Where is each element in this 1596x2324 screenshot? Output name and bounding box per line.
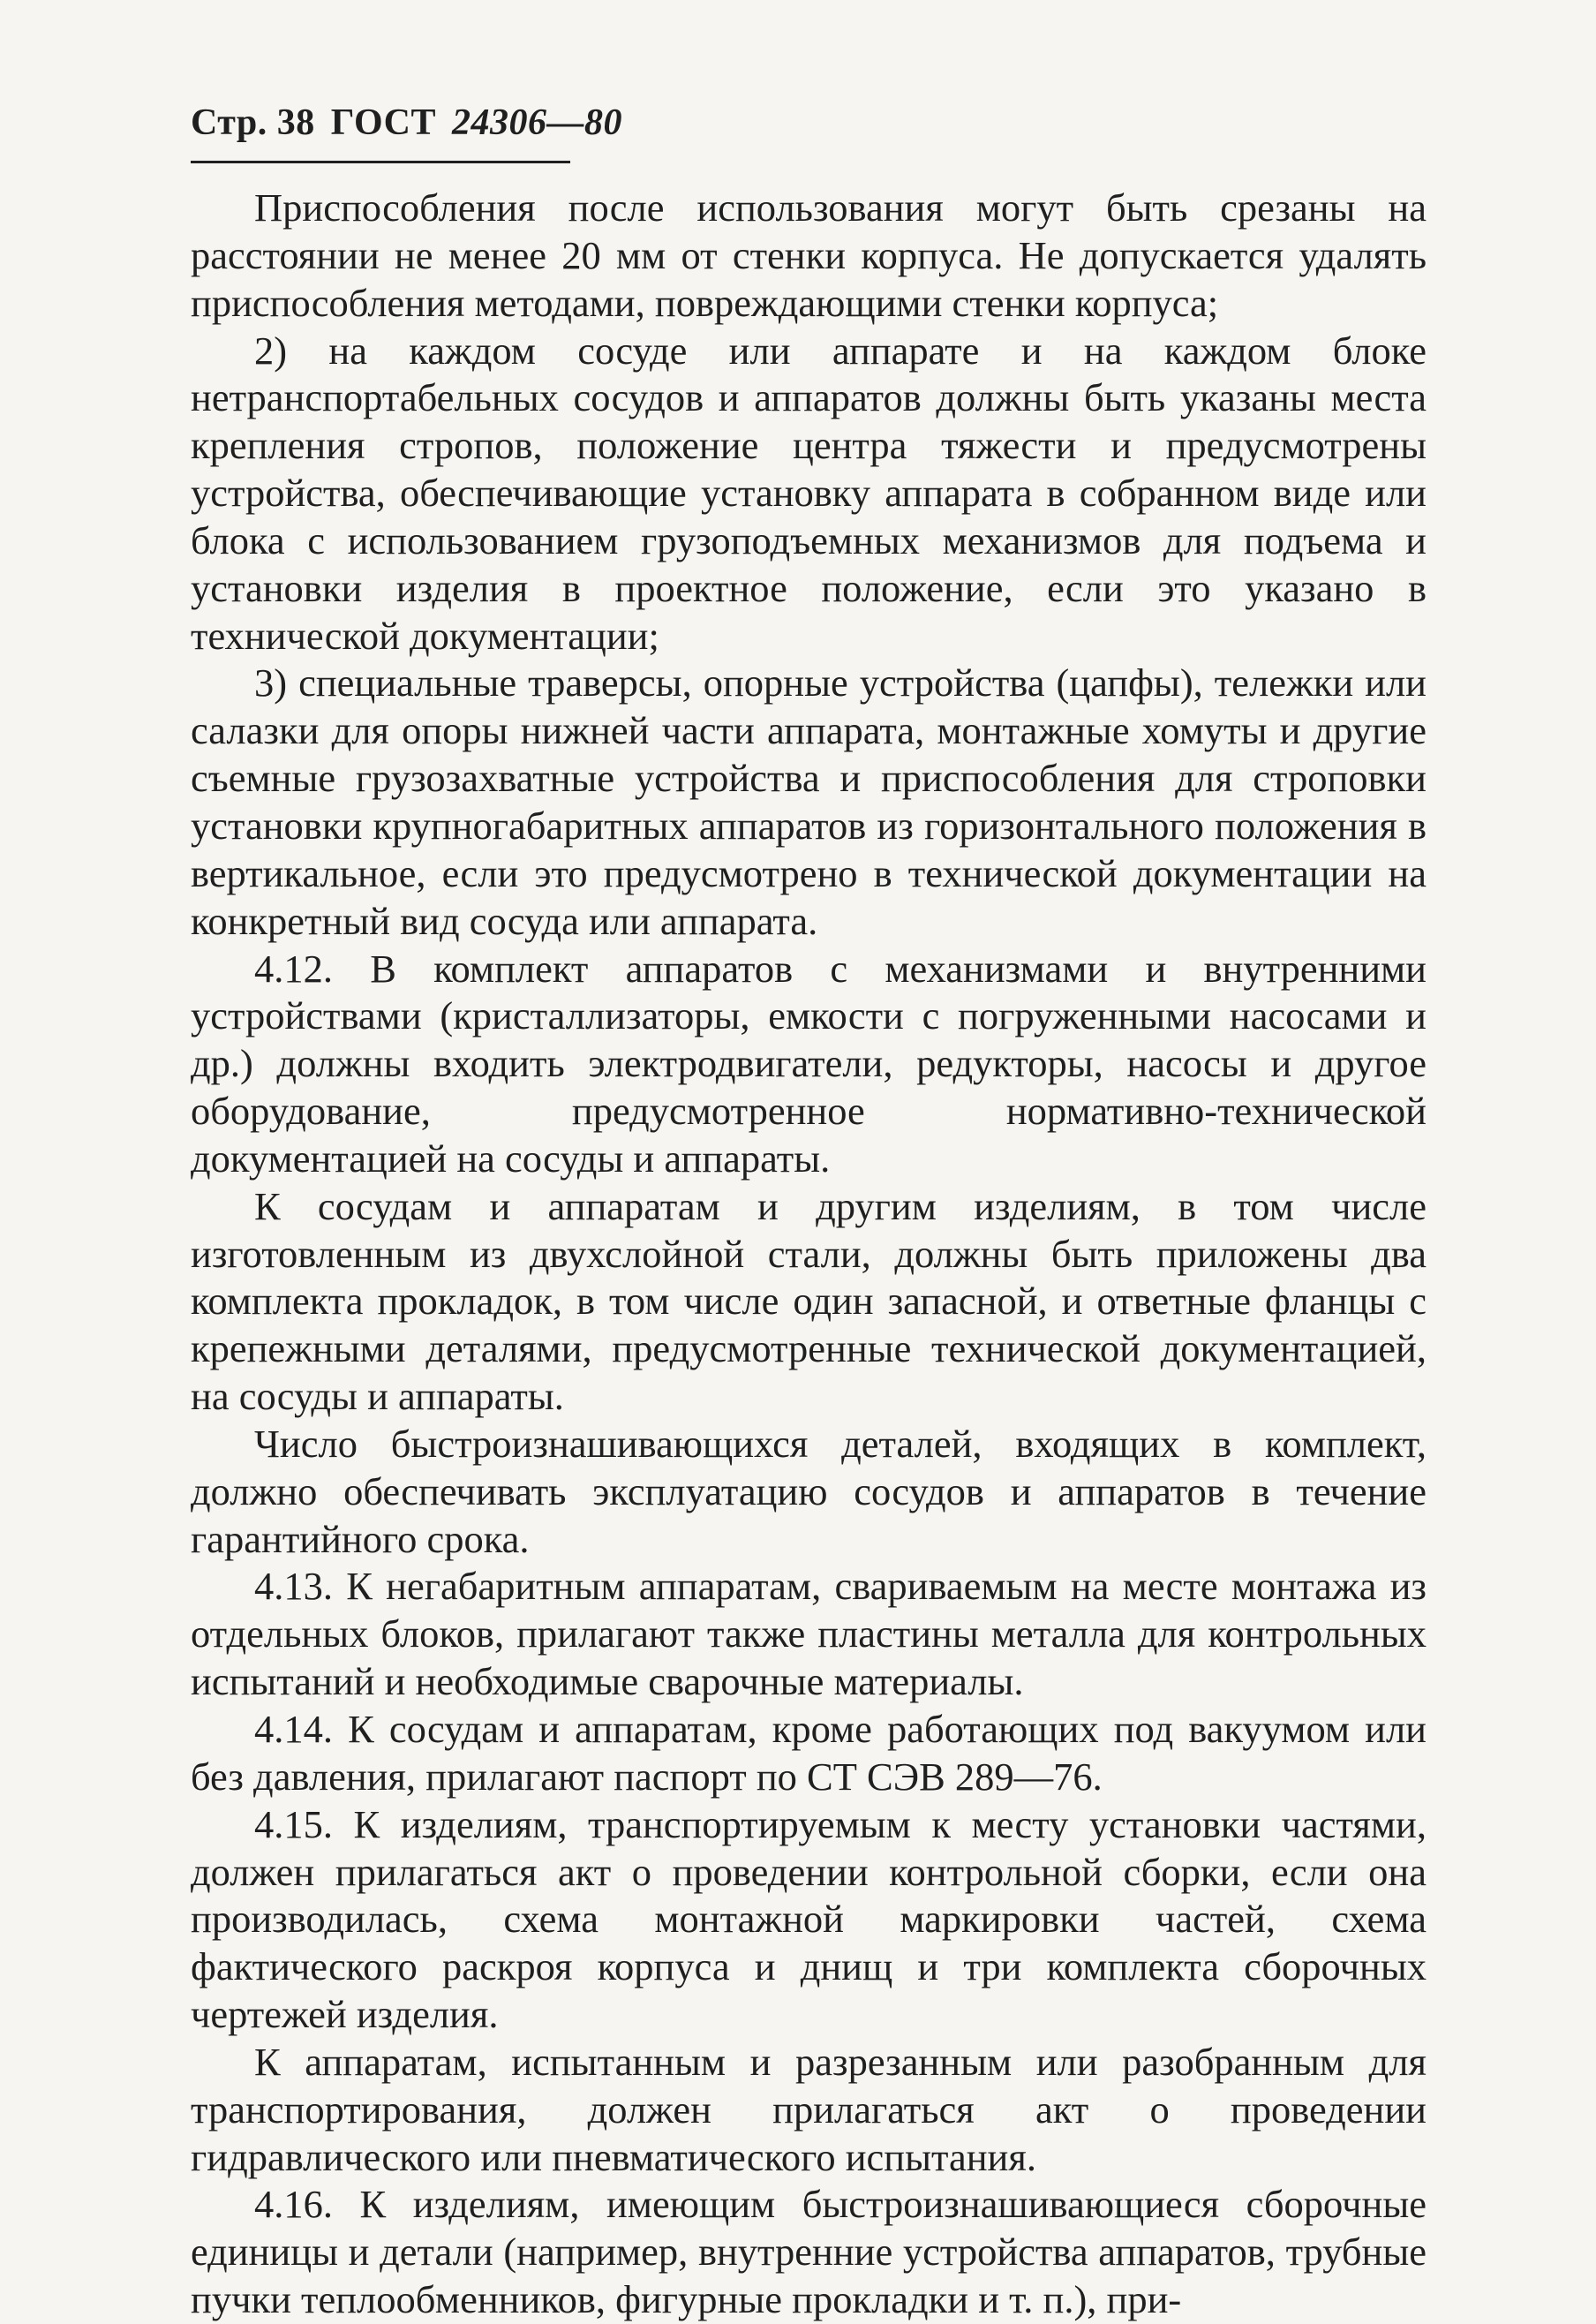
paragraph: Число быстроизнашивающихся деталей, входящих в комплект, должно обеспечивать эксплуатацию сосудов и аппаратов в течение гарантийного срока. [191, 1421, 1427, 1561]
paragraph: К сосудам и аппаратам и другим изделиям, в том числе изготовленным из двухслойной стали, должны быть приложены два комплекта прокладок, в том числе один запасной, и ответные фланцы с крепежными деталями, предусмотренные технической документацией, на сосуды и аппараты. [191, 1183, 1427, 1419]
paragraph: К аппаратам, испытанным и разрезанным или разобранным для транспортирования, должен прилагаться акт о проведении гидравлического или пневматического испытания. [191, 2039, 1427, 2179]
page-number: Стр. 38 [191, 102, 315, 143]
paragraph: 2) на каждом сосуде или аппарате и на каждом блоке нетранспортабельных сосудов и аппаратов должны быть указаны места крепления стропов, положение центра тяжести и предусмотрены устройства, обеспечивающие установку аппарата в собранном виде или блока с использованием грузоподъемных механизмов для подъема и установки изделия в проектное положение, если это указано в технической документации; [191, 328, 1427, 658]
header-rule [191, 161, 570, 163]
paragraph: 4.13. К негабаритным аппаратам, свариваемым на месте монтажа из отдельных блоков, прилагают также пластины металла для контрольных испытаний и необходимые сварочные материалы. [191, 1564, 1427, 1704]
paragraph: 4.16. К изделиям, имеющим быстроизнашивающиеся сборочные единицы и детали (например, внутренние устройства аппаратов, трубные пучки теплообменников, фигурные прокладки и т. п.), при- [191, 2182, 1427, 2322]
body-text [191, 185, 1427, 2324]
paragraph: 4.14. К сосудам и аппаратам, кроме работающих под вакуумом или без давления, прилагают паспорт по СТ СЭВ 289—76. [191, 1707, 1427, 1799]
paragraph: Приспособления после использования могут быть срезаны на расстоянии не менее 20 мм от стенки корпуса. Не допускается удалять приспособления методами, повреждающими стенки корпуса; [191, 185, 1427, 325]
paragraph: 4.15. К изделиям, транспортируемым к месту установки частями, должен прилагаться акт о проведении контрольной сборки, если она производилась, схема монтажной маркировки частей, схема фактического раскроя корпуса и днищ и три комплекта сборочных чертежей изделия. [191, 1801, 1427, 2037]
running-head [191, 104, 638, 141]
paragraph: 3) специальные траверсы, опорные устройства (цапфы), тележки или салазки для опоры нижней части аппарата, монтажные хомуты и другие съемные грузозахватные устройства и приспособления для строповки установки крупногабаритных аппаратов из горизонтального положения в вертикальное, если это предусмотрено в технической документации на конкретный вид сосуда или аппарата. [191, 660, 1427, 943]
standard-code: 24306—80 [451, 102, 622, 143]
paragraph: 4.12. В комплект аппаратов с механизмами и внутренними устройствами (кристаллизаторы, емкости с погруженными насосами и др.) должны входить электродвигатели, редукторы, насосы и другое оборудование, предусмотренное нормативно-технической документацией на сосуды и аппараты. [191, 946, 1427, 1181]
standard-label: ГОСТ [330, 102, 436, 143]
